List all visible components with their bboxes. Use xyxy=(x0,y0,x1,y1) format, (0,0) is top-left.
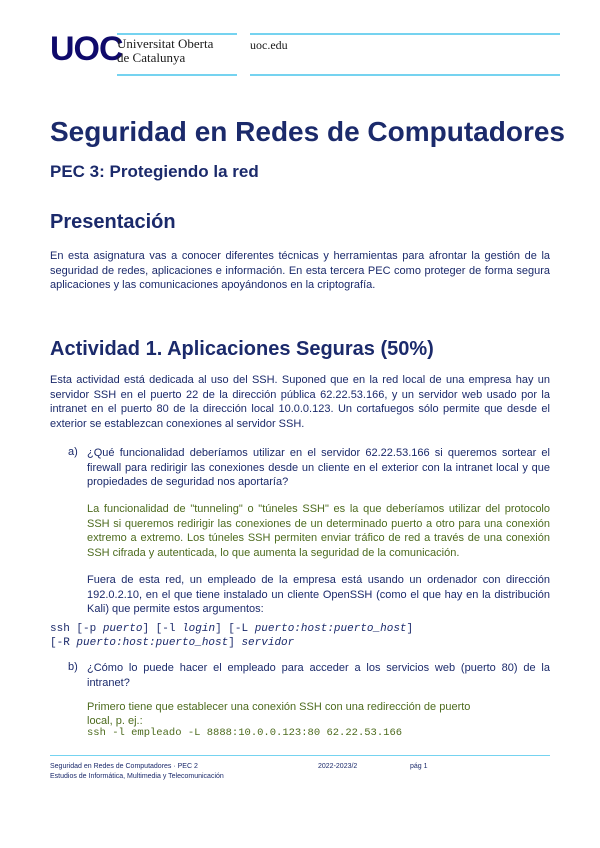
header-rule-left-bottom xyxy=(117,74,237,76)
question-b-label: b) xyxy=(68,661,78,673)
code-server: servidor xyxy=(241,637,295,649)
university-name xyxy=(117,37,213,65)
code-R-open: [-R xyxy=(50,637,77,649)
answer-b-line1: Primero tiene que establecer una conexión SSH con una redirección de puerto xyxy=(87,701,471,713)
code-p-arg: puerto xyxy=(102,623,143,635)
footer-rule xyxy=(50,755,550,756)
code-R-close: ] xyxy=(228,637,235,649)
uoc-logo: UOC xyxy=(50,30,123,68)
code-L-open: [-L xyxy=(228,623,255,635)
university-name-line2: de Catalunya xyxy=(117,50,186,65)
header-rule-left xyxy=(117,33,237,35)
university-name-line1: Universitat Oberta xyxy=(117,36,214,51)
code-L-arg: puerto:host:puerto_host xyxy=(254,623,407,635)
ssh-syntax-line2 xyxy=(50,636,294,650)
answer-a-text: La funcionalidad de "tunneling" o "túneles SSH" es la que deberíamos utilizar del protocolo SSH si queremos redirigir las conexiones de un determinado puerto a otro para una conexión extremo a extremo. Los túneles SSH permiten enviar tráfico de red a través de una conexión SSH cifrada y autenticada, lo que aumenta la seguridad de la comunicación. xyxy=(87,503,550,559)
footer-studies: Estudios de Informática, Multimedia y Telecomunicación xyxy=(50,773,224,780)
ssh-syntax-line1 xyxy=(50,622,413,636)
answer-b-line2: local, p. ej.: xyxy=(87,715,143,727)
question-b-text: ¿Cómo lo puede hacer el empleado para acceder a los servicios web (puerto 80) de la intranet? xyxy=(87,662,550,689)
code-l-close: ] xyxy=(215,623,222,635)
code-R-arg: puerto:host:puerto_host xyxy=(76,637,229,649)
ssh-cmd: ssh xyxy=(50,623,70,635)
code-L-close: ] xyxy=(406,623,414,635)
answer-b-code: ssh -l empleado -L 8888:10.0.0.123:80 62.22.53.166 xyxy=(87,727,403,739)
code-p-open: [-p xyxy=(76,623,103,635)
footer-course: Seguridad en Redes de Computadores · PEC 2 xyxy=(50,763,198,770)
header-rule-right xyxy=(250,33,560,35)
code-p-close: ] xyxy=(142,623,150,635)
code-l-arg: login xyxy=(182,623,216,635)
question-a-text: ¿Qué funcionalidad deberíamos utilizar en el servidor 62.22.53.166 si queremos sortear el firewall para redirigir las conexiones desde un cliente en el exterior con la intranet local y que propiedades de seguridad nos aportaría? xyxy=(87,447,550,488)
document-title: Seguridad en Redes de Computadores xyxy=(50,116,565,147)
presentacion-text: En esta asignatura vas a conocer diferentes técnicas y herramientas para afrontar la gestión de la seguridad de redes, aplicaciones e información. En esta tercera PEC como proteger de forma segura aplicaciones y las comunicaciones apoyándonos en la criptografía. xyxy=(50,250,550,291)
footer-semester: 2022-2023/2 xyxy=(318,763,358,770)
context-text: Fuera de esta red, un empleado de la empresa está usando un ordenador con dirección 192.0.2.10, en el que tiene instalado un cliente OpenSSH (como el que hay en la distribución Kali) que permite estos argumentos: xyxy=(87,574,550,615)
footer-page: pág 1 xyxy=(410,763,428,770)
header-rule-right-bottom xyxy=(250,74,560,76)
document-subtitle: PEC 3: Protegiendo la red xyxy=(50,162,259,181)
section-heading-actividad: Actividad 1. Aplicaciones Seguras (50%) xyxy=(50,338,434,360)
actividad-intro: Esta actividad está dedicada al uso del SSH. Suponed que en la red local de una empresa hay un servidor SSH en el puerto 22 de la dirección pública 62.22.53.166, y un servidor web usado por la intranet en el puerto 80 de la dirección local 10.0.0.123. Un cortafuegos sólo permite que desde el exterior se establezcan conexiones al servidor SSH. xyxy=(50,374,550,430)
question-a-label: a) xyxy=(68,446,78,458)
university-url: uoc.edu xyxy=(250,38,288,52)
section-heading-presentacion: Presentación xyxy=(50,211,176,233)
code-l-open: [-l xyxy=(155,623,183,635)
